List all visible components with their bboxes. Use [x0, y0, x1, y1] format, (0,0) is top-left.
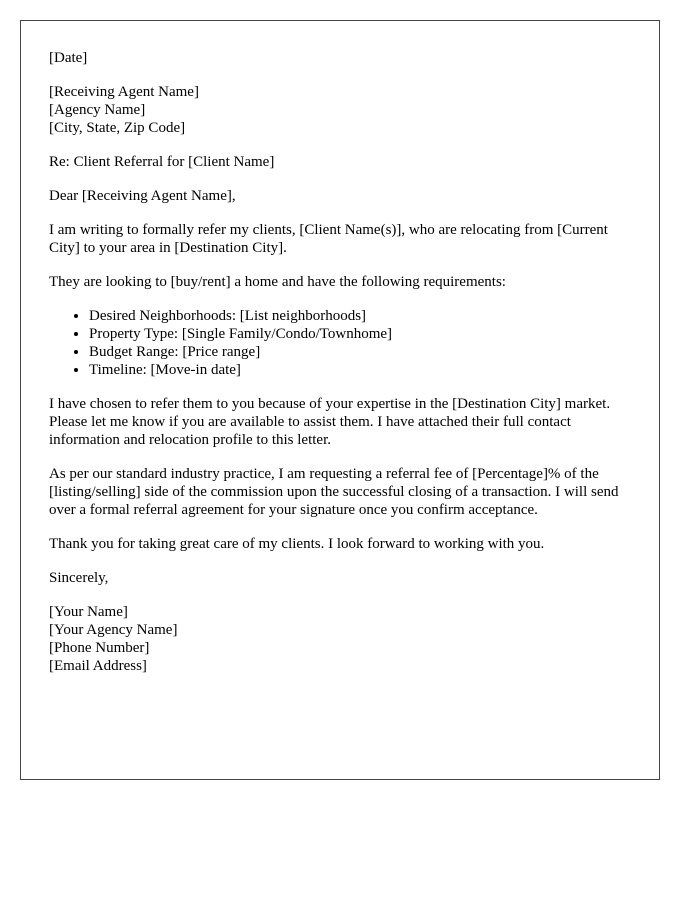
- requirements-list: [49, 307, 639, 379]
- letter-date: [Date]: [49, 50, 88, 66]
- salutation: Dear [Receiving Agent Name],: [49, 188, 236, 204]
- list-item: • Budget Range: [Price range]: [89, 343, 639, 361]
- signature-block: [49, 603, 639, 675]
- recipient-location: [City, State, Zip Code]: [49, 120, 186, 136]
- signature-name: [Your Name]: [49, 604, 128, 620]
- list-item: • Timeline: [Move-in date]: [89, 361, 639, 379]
- fee-paragraph: As per our standard industry practice, I am requesting a referral fee of [Percentage]% of the [listing/selling] side of the commission upon the successful closing of a transaction. I will send over a formal referral agreement for your signature once you confirm acceptance.: [49, 466, 619, 518]
- intro-paragraph: I am writing to formally refer my clients, [Client Name(s)], who are relocating from [Current City] to your area in [Destination City].: [49, 222, 608, 256]
- date-block: [49, 49, 639, 67]
- subject-line: Re: Client Referral for [Client Name]: [49, 154, 275, 170]
- letter-body: [49, 49, 639, 691]
- recipient-agency: [Agency Name]: [49, 102, 146, 118]
- letter-page: [20, 20, 660, 780]
- recipient-name: [Receiving Agent Name]: [49, 84, 199, 100]
- list-item: • Property Type: [Single Family/Condo/Townhome]: [89, 325, 639, 343]
- thanks-paragraph: Thank you for taking great care of my clients. I look forward to working with you.: [49, 536, 545, 552]
- signature-phone: [Phone Number]: [49, 640, 150, 656]
- closing: Sincerely,: [49, 570, 109, 586]
- signature-agency: [Your Agency Name]: [49, 622, 178, 638]
- requirements-intro: They are looking to [buy/rent] a home and have the following requirements:: [49, 274, 506, 290]
- signature-email: [Email Address]: [49, 658, 147, 674]
- recipient-address: [49, 83, 639, 137]
- list-item: • Desired Neighborhoods: [List neighborhoods]: [89, 307, 639, 325]
- reason-paragraph: I have chosen to refer them to you because of your expertise in the [Destination City] market. Please let me know if you are available to assist them. I have attached their full contact information and relocation profile to this letter.: [49, 396, 611, 448]
